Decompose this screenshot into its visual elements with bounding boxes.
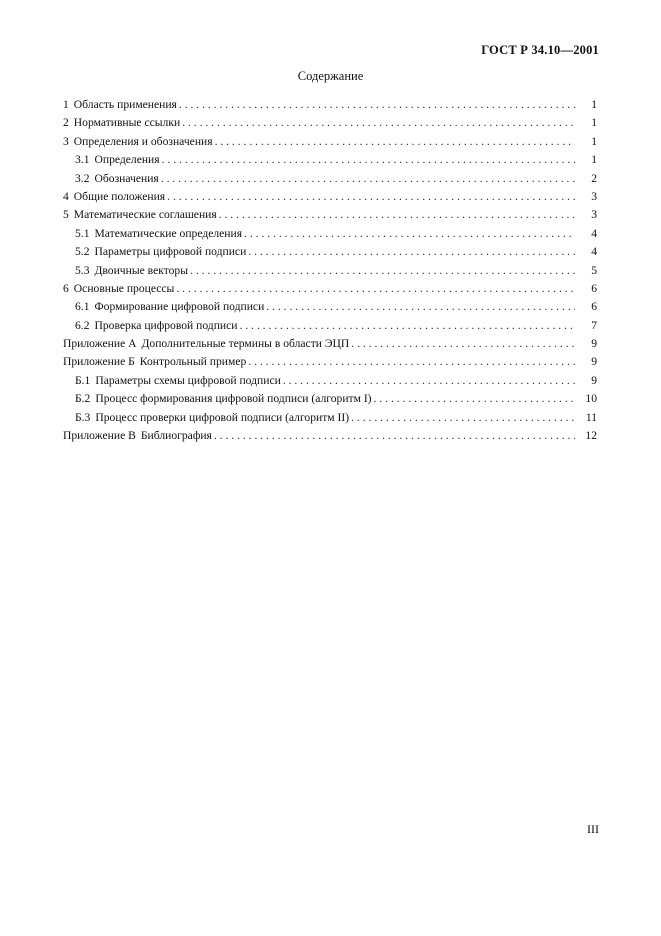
toc-entry-number: 5.1 bbox=[75, 226, 90, 240]
toc-dot-leader bbox=[266, 298, 575, 316]
toc-entry-3-1[interactable] bbox=[63, 151, 597, 169]
toc-entry-appendix-b[interactable] bbox=[63, 353, 597, 371]
toc-entry-page: 12 bbox=[585, 429, 597, 443]
toc-dot-leader bbox=[179, 96, 575, 114]
toc-dot-leader bbox=[351, 409, 575, 427]
toc-entry-appendix-a[interactable] bbox=[63, 335, 597, 353]
toc-entry-page: 4 bbox=[591, 226, 597, 240]
toc-entry-number: Приложение В bbox=[63, 429, 136, 443]
toc-entry-number: 1 bbox=[63, 98, 69, 111]
toc-entry-number: 3.1 bbox=[75, 153, 90, 167]
toc-entry-page: 4 bbox=[591, 245, 597, 259]
toc-entry-number: Б.1 bbox=[75, 373, 91, 387]
toc-entry-title: Параметры схемы цифровой подписи bbox=[95, 373, 281, 387]
toc-entry-number: 6.1 bbox=[75, 300, 90, 314]
toc-dot-leader bbox=[176, 280, 575, 298]
toc-entry-number: 2 bbox=[63, 116, 69, 130]
toc-title: Содержание bbox=[297, 69, 364, 83]
toc-entry-title: Обозначения bbox=[94, 171, 159, 185]
toc-dot-leader bbox=[244, 225, 575, 243]
toc-entry-page: 9 bbox=[591, 373, 597, 387]
toc-entry-number: 4 bbox=[63, 189, 69, 203]
toc-entry-page: 6 bbox=[591, 281, 597, 295]
toc-entry-title: Двоичные векторы bbox=[94, 263, 189, 277]
toc-entry-title: Библиография bbox=[140, 429, 212, 443]
toc-entry-page: 3 bbox=[591, 208, 597, 222]
toc-entry-b-1[interactable] bbox=[63, 372, 597, 390]
toc-entry-number: Б.3 bbox=[75, 410, 91, 424]
toc-entry-page: 1 bbox=[591, 134, 597, 148]
toc-entry-5-1[interactable] bbox=[63, 225, 597, 243]
toc-entry-number: 3 bbox=[63, 134, 69, 148]
toc-entry-title: Математические определения bbox=[94, 226, 243, 240]
toc-entry-title: Контрольный пример bbox=[139, 355, 247, 369]
toc-entry-title: Основные процессы bbox=[73, 281, 175, 295]
toc-dot-leader bbox=[162, 151, 575, 169]
page-number: III bbox=[587, 822, 599, 836]
toc-entry-number: Приложение А bbox=[63, 337, 137, 351]
toc-dot-leader bbox=[219, 206, 575, 224]
toc-entry-title: Параметры цифровой подписи bbox=[94, 245, 247, 259]
toc-dot-leader bbox=[248, 243, 575, 261]
toc-entry-title: Проверка цифровой подписи bbox=[94, 318, 238, 332]
toc-entry-6-2[interactable] bbox=[63, 317, 597, 335]
toc-entry-4[interactable] bbox=[63, 188, 597, 206]
toc-entry-number: 5.2 bbox=[75, 245, 90, 259]
toc-dot-leader bbox=[215, 133, 575, 151]
toc-entry-3-2[interactable] bbox=[63, 170, 597, 188]
toc-entry-appendix-v[interactable] bbox=[63, 427, 597, 445]
toc-entry-title: Формирование цифровой подписи bbox=[94, 300, 265, 314]
toc-entry-number: 6 bbox=[63, 281, 69, 295]
toc-entry-5[interactable] bbox=[63, 206, 597, 224]
toc-entry-number: Б.2 bbox=[75, 392, 91, 406]
toc-entry-5-3[interactable] bbox=[63, 262, 597, 280]
toc-entry-page: 3 bbox=[591, 189, 597, 203]
toc-entry-b-2[interactable] bbox=[63, 390, 597, 408]
toc-entry-2[interactable] bbox=[63, 114, 597, 132]
toc-entry-title: Математические соглашения bbox=[73, 208, 217, 222]
toc-entry-3[interactable] bbox=[63, 133, 597, 151]
toc-entry-page: 2 bbox=[591, 171, 597, 185]
toc-entry-number: 5 bbox=[63, 208, 69, 222]
toc-dot-leader bbox=[161, 170, 575, 188]
toc-entry-number: 5.3 bbox=[75, 263, 90, 277]
toc-entry-title: Определения и обозначения bbox=[73, 134, 213, 148]
toc-dot-leader bbox=[239, 317, 575, 335]
toc-entry-title: Определения bbox=[94, 153, 160, 167]
toc-dot-leader bbox=[283, 372, 575, 390]
toc-entry-page: 9 bbox=[591, 355, 597, 369]
toc-entry-5-2[interactable] bbox=[63, 243, 597, 261]
toc-entry-title: Процесс проверки цифровой подписи (алгоритм II) bbox=[95, 410, 350, 424]
toc-entry-title: Процесс формирования цифровой подписи (алгоритм I) bbox=[95, 392, 372, 406]
toc-entry-1[interactable] bbox=[63, 96, 597, 114]
toc-entry-6-1[interactable] bbox=[63, 298, 597, 316]
toc-entry-title: Общие положения bbox=[73, 189, 166, 203]
toc-entry-number: 6.2 bbox=[75, 318, 90, 332]
toc-entry-page: 11 bbox=[585, 410, 597, 424]
toc-dot-leader bbox=[374, 390, 575, 408]
toc-entry-page: 9 bbox=[591, 337, 597, 351]
toc-entry-b-3[interactable] bbox=[63, 409, 597, 427]
toc-entry-page: 1 bbox=[591, 98, 597, 111]
table-of-contents bbox=[63, 96, 597, 445]
toc-entry-page: 1 bbox=[591, 116, 597, 130]
toc-entry-page: 5 bbox=[591, 263, 597, 277]
toc-entry-page: 6 bbox=[591, 300, 597, 314]
toc-entry-title: Дополнительные термины в области ЭЦП bbox=[141, 337, 350, 351]
toc-dot-leader bbox=[167, 188, 575, 206]
document-standard-header: ГОСТ Р 34.10—2001 bbox=[481, 43, 599, 57]
toc-dot-leader bbox=[190, 262, 575, 280]
toc-entry-title: Нормативные ссылки bbox=[73, 116, 181, 130]
toc-entry-page: 7 bbox=[591, 318, 597, 332]
toc-dot-leader bbox=[214, 427, 575, 445]
toc-entry-6[interactable] bbox=[63, 280, 597, 298]
toc-dot-leader bbox=[182, 114, 575, 132]
toc-entry-page: 1 bbox=[591, 153, 597, 167]
toc-entry-number: Приложение Б bbox=[63, 355, 135, 369]
toc-dot-leader bbox=[351, 335, 575, 353]
toc-entry-page: 10 bbox=[585, 392, 597, 406]
toc-dot-leader bbox=[248, 353, 575, 371]
toc-entry-title: Область применения bbox=[73, 98, 177, 111]
toc-entry-number: 3.2 bbox=[75, 171, 90, 185]
